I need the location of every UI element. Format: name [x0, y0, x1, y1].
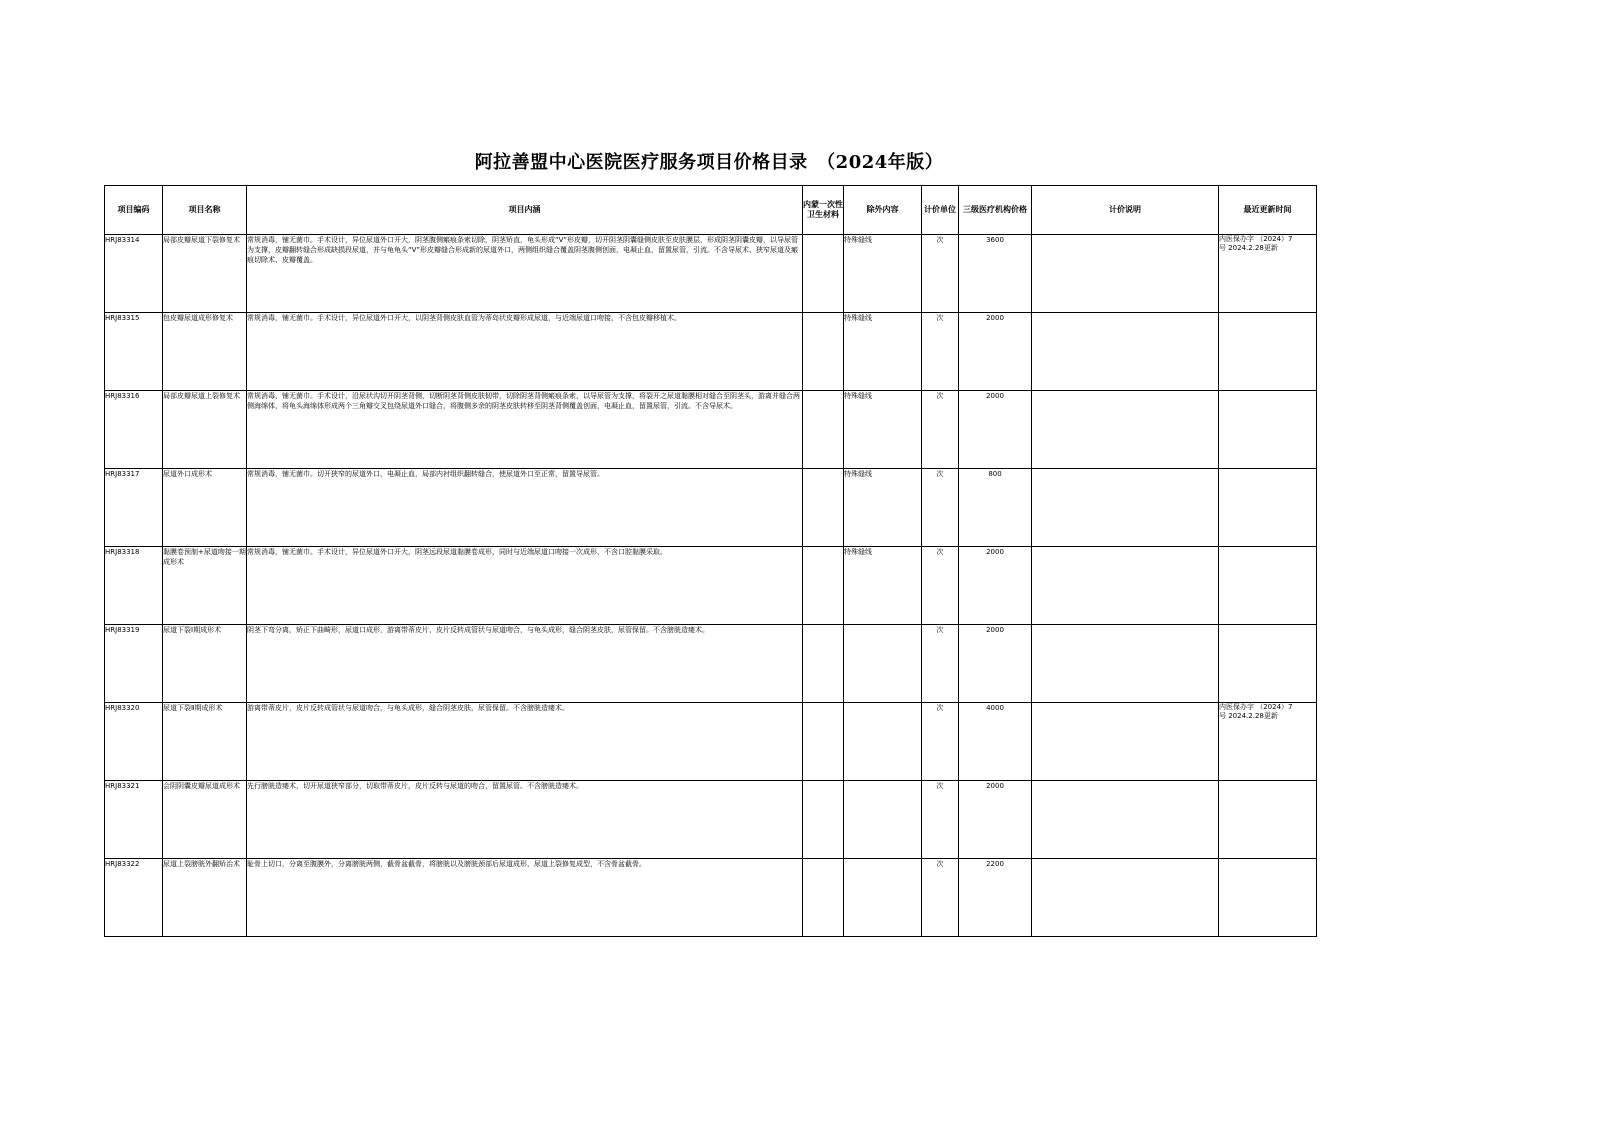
updated-line-2: 号 2024.2.28更新: [1219, 244, 1278, 252]
item-name: 局部皮瓣尿道上裂修复术: [163, 391, 247, 469]
item-unit: 次: [922, 703, 959, 781]
item-exclusion: [844, 859, 922, 937]
col-header-price: 三级医疗机构价格: [959, 186, 1032, 235]
col-header-content: 项目内涵: [247, 186, 803, 235]
item-exclusion: 特殊缝线: [844, 469, 922, 547]
item-material: [803, 313, 844, 391]
item-price: 2000: [959, 547, 1032, 625]
item-material: [803, 469, 844, 547]
item-content: 常规消毒，铺无菌巾。切开狭窄的尿道外口，电凝止血，局部内衬组织翻转缝合，使尿道外口至正常，留置导尿管。: [247, 469, 803, 547]
item-content: 常规消毒，铺无菌巾。手术设计，异位尿道外口开大，阴茎远段尿道黏膜卷成形，同时与近端尿道口吻接一次成形，不含口腔黏膜采取。: [247, 547, 803, 625]
updated-line-1: 内医保办字 （2024）7: [1219, 703, 1293, 711]
item-updated: [1219, 703, 1317, 781]
item-price: 2000: [959, 781, 1032, 859]
updated-line-2: 号 2024.2.28更新: [1219, 712, 1278, 720]
col-header-note: 计价说明: [1032, 186, 1219, 235]
item-note: [1032, 391, 1219, 469]
item-note: [1032, 313, 1219, 391]
table-row: [105, 391, 1317, 469]
item-updated: [1219, 859, 1317, 937]
item-price: 2000: [959, 391, 1032, 469]
item-code: HRJ83318: [105, 547, 163, 625]
table-row: [105, 313, 1317, 391]
item-unit: 次: [922, 313, 959, 391]
item-code: HRJ83315: [105, 313, 163, 391]
col-header-code: 项目编码: [105, 186, 163, 235]
item-content: 常规消毒，铺无菌巾。手术设计，沿尿状沟切开阴茎背侧，切断阴茎背侧皮肤韧带，切除阴茎背侧瘢痕条索，以导尿管为支撑，将裂开之尿道黏膜相对缝合至阴茎头，游离并缝合两侧海绵体，将龟头海绵体形成两个三角瓣交叉包绕尿道外口缝合，将腹侧多余的阴茎皮肤转移至阴茎背侧覆盖创面，电凝止血，留置尿管，引流。不含导尿术。: [247, 391, 803, 469]
item-name: 尿道下裂Ⅱ期成形术: [163, 703, 247, 781]
item-material: [803, 235, 844, 313]
item-note: [1032, 859, 1219, 937]
item-exclusion: 特殊缝线: [844, 391, 922, 469]
item-unit: 次: [922, 781, 959, 859]
item-content: 耻骨上切口，分离至腹膜外，分离膀胱两侧，截骨盆截骨，将膀胱以及膀胱颈部后尿道成形，尿道上裂修复成型，不含骨盆截骨。: [247, 859, 803, 937]
item-price: 2000: [959, 313, 1032, 391]
col-header-material: 内蒙一次性卫生材料: [803, 186, 844, 235]
item-unit: 次: [922, 547, 959, 625]
item-unit: 次: [922, 625, 959, 703]
item-content: 游离带蒂皮片，皮片反转成管状与尿道吻合，与龟头成形，缝合阴茎皮肤，尿管保留。不含膀胱造瘘术。: [247, 703, 803, 781]
item-code: HRJ83321: [105, 781, 163, 859]
item-updated: [1219, 235, 1317, 313]
item-material: [803, 547, 844, 625]
item-code: HRJ83320: [105, 703, 163, 781]
item-code: HRJ83314: [105, 235, 163, 313]
item-updated: [1219, 313, 1317, 391]
item-price: 4000: [959, 703, 1032, 781]
table-row: [105, 625, 1317, 703]
item-note: [1032, 703, 1219, 781]
table-row: [105, 703, 1317, 781]
item-code: HRJ83319: [105, 625, 163, 703]
price-table: [104, 185, 1317, 937]
item-unit: 次: [922, 235, 959, 313]
item-updated: [1219, 391, 1317, 469]
table-row: [105, 469, 1317, 547]
item-name: 包皮瓣尿道成形修复术: [163, 313, 247, 391]
item-exclusion: 特殊缝线: [844, 313, 922, 391]
item-unit: 次: [922, 391, 959, 469]
table-row: [105, 235, 1317, 313]
item-code: HRJ83322: [105, 859, 163, 937]
item-material: [803, 703, 844, 781]
item-material: [803, 625, 844, 703]
item-price: 2200: [959, 859, 1032, 937]
item-note: [1032, 625, 1219, 703]
item-name: 会阴阴囊皮瓣尿道成形术: [163, 781, 247, 859]
item-note: [1032, 235, 1219, 313]
item-unit: 次: [922, 469, 959, 547]
item-exclusion: [844, 781, 922, 859]
item-name: 黏膜卷预制+尿道吻接一期成形术: [163, 547, 247, 625]
updated-line-1: 内医保办字 （2024）7: [1219, 235, 1293, 243]
item-name: 尿道外口成形术: [163, 469, 247, 547]
item-updated: [1219, 469, 1317, 547]
header-row: [105, 186, 1317, 235]
item-price: 2000: [959, 625, 1032, 703]
col-header-updated: 最近更新时间: [1219, 186, 1317, 235]
table-row: [105, 547, 1317, 625]
col-header-unit: 计价单位: [922, 186, 959, 235]
item-exclusion: [844, 703, 922, 781]
item-content: 阴茎下弯分离，矫正下曲畸形，尿道口成形，游离带蒂皮片，皮片反转成管状与尿道吻合，与龟头成形，缝合阴茎皮肤，尿管保留。不含膀胱造瘘术。: [247, 625, 803, 703]
item-updated: [1219, 781, 1317, 859]
item-exclusion: 特殊缝线: [844, 235, 922, 313]
item-updated: [1219, 547, 1317, 625]
item-material: [803, 781, 844, 859]
item-name: 尿道下裂Ⅰ期成形术: [163, 625, 247, 703]
item-material: [803, 859, 844, 937]
item-updated: [1219, 625, 1317, 703]
item-price: 3600: [959, 235, 1032, 313]
item-name: 局部皮瓣尿道下裂修复术: [163, 235, 247, 313]
item-unit: 次: [922, 859, 959, 937]
item-note: [1032, 469, 1219, 547]
table-row: [105, 781, 1317, 859]
col-header-exclusion: 除外内容: [844, 186, 922, 235]
item-material: [803, 391, 844, 469]
item-name: 尿道上裂膀胱外翻矫治术: [163, 859, 247, 937]
table-row: [105, 859, 1317, 937]
item-price: 800: [959, 469, 1032, 547]
item-content: 先行膀胱造瘘术，切开尿道狭窄部分，切取带蒂皮片，皮片反转与尿道的吻合，留置尿管。不含膀胱造瘘术。: [247, 781, 803, 859]
item-note: [1032, 547, 1219, 625]
item-content: 常规消毒，铺无菌巾。手术设计，异位尿道外口开大，阴茎腹侧瘢痕条索切除，阴茎矫直，龟头形成“V”形皮瓣，切开阴茎阴囊缝侧皮肤至皮肤膜层，形成阴茎阴囊皮瓣，以导尿管为支撑，皮瓣翻转缝合形成缺损段尿道，并与龟龟头“V”形皮瓣缝合形成新的尿道外口，两侧组织缝合覆盖阴茎腹侧创面，电凝止血，留置尿管，引流。不含导尿术、狭窄尿道及瘢痕切除术、皮瓣覆盖。: [247, 235, 803, 313]
item-content: 常规消毒，铺无菌巾。手术设计，异位尿道外口开大，以阴茎背侧皮肤血管为蒂岛状皮瓣形成尿道，与近端尿道口吻接，不含包皮瓣移植术。: [247, 313, 803, 391]
item-note: [1032, 781, 1219, 859]
item-exclusion: 特殊缝线: [844, 547, 922, 625]
item-code: HRJ83316: [105, 391, 163, 469]
item-code: HRJ83317: [105, 469, 163, 547]
item-exclusion: [844, 625, 922, 703]
page-title: 阿拉善盟中心医院医疗服务项目价格目录 （2024年版）: [474, 152, 944, 173]
col-header-name: 项目名称: [163, 186, 247, 235]
